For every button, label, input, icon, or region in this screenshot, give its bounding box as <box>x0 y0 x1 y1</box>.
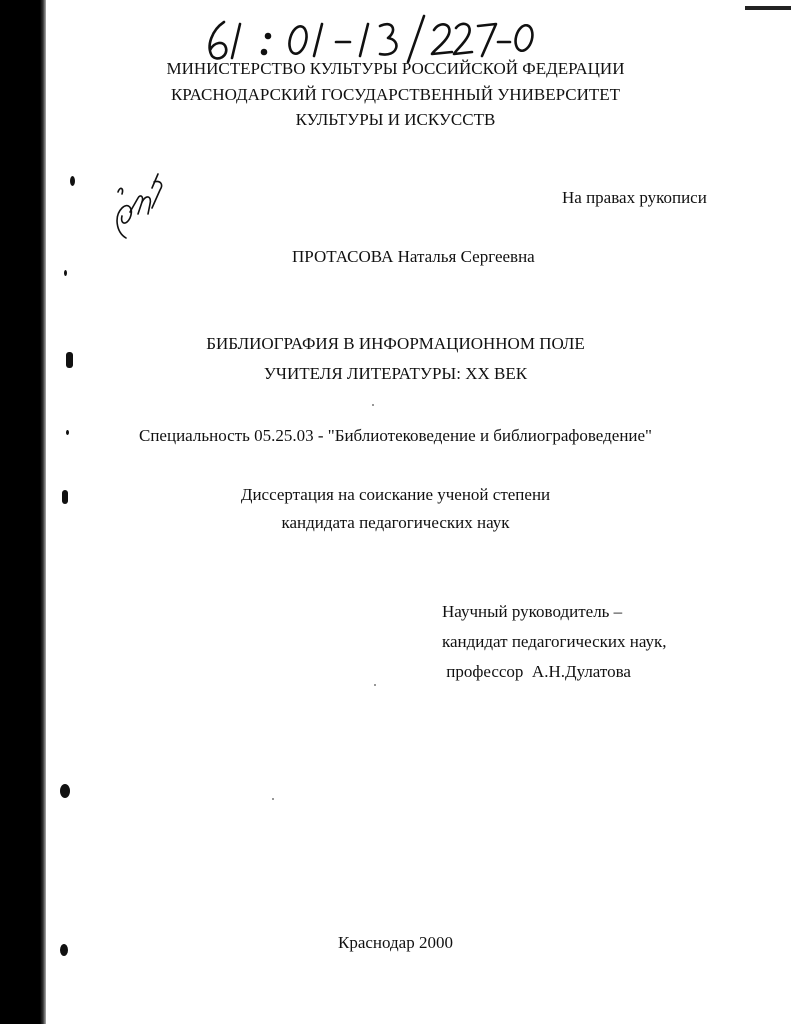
supervisor-label: Научный руководитель – <box>442 602 623 621</box>
author-name: ПРОТАСОВА Наталья Сергеевна <box>292 247 535 266</box>
city-year: Краснодар 2000 <box>338 933 453 952</box>
university-name-line2: КУЛЬТУРЫ И ИСКУССТВ <box>295 110 496 129</box>
university-name-line1: КРАСНОДАРСКИЙ ГОСУДАРСТВЕННЫЙ УНИВЕРСИТЕТ <box>170 85 621 104</box>
signature <box>108 168 172 244</box>
degree-line2: кандидата педагогических наук <box>281 513 510 532</box>
manuscript-note: На правах рукописи <box>562 188 707 207</box>
scan-dot <box>272 798 274 800</box>
specialty: Специальность 05.25.03 - "Библиотековедение и библиографоведение" <box>138 426 652 445</box>
dissertation-title-line1: БИБЛИОГРАФИЯ В ИНФОРМАЦИОННОМ ПОЛЕ <box>206 334 585 353</box>
scan-top-rule <box>745 6 791 10</box>
degree-line1: Диссертация на соискание ученой степени <box>240 485 551 504</box>
scan-dot <box>372 404 374 406</box>
ministry-name: МИНИСТЕРСТВО КУЛЬТУРЫ РОССИЙСКОЙ ФЕДЕРАЦИИ <box>166 59 625 78</box>
scan-dot <box>374 684 376 686</box>
supervisor-degree: кандидат педагогических наук, <box>442 632 667 651</box>
dissertation-title-line2: УЧИТЕЛЯ ЛИТЕРАТУРЫ: XX ВЕК <box>263 364 528 383</box>
scan-left-edge <box>0 0 56 1024</box>
handwritten-code <box>198 12 538 64</box>
supervisor-name: профессор А.Н.Дулатова <box>442 662 631 681</box>
